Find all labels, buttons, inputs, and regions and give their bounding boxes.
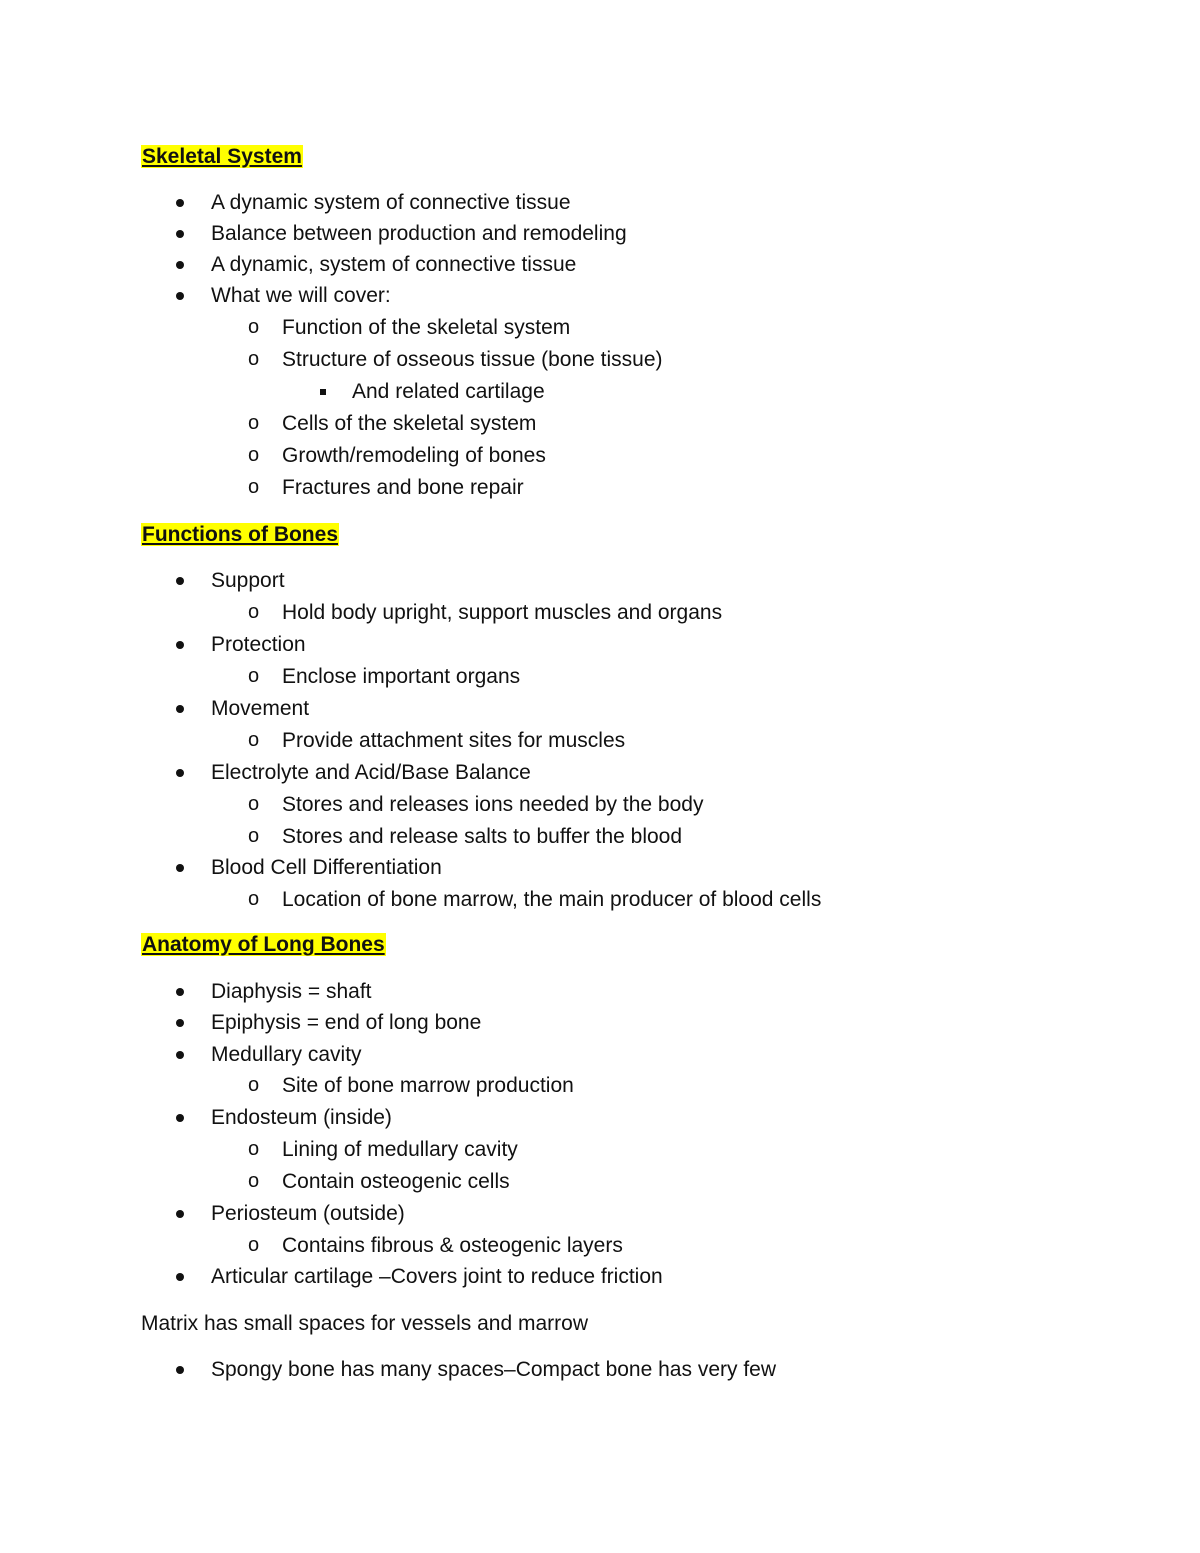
list-item: A dynamic system of connective tissue [211,191,571,214]
section-heading [141,520,339,550]
section-heading-text: Skeletal System [142,145,302,168]
bullet-circle-icon: o [248,316,260,338]
list-item: Protection [211,633,306,656]
list-item: Medullary cavity [211,1043,362,1066]
bullet-circle-icon: o [248,825,260,847]
list-item: Function of the skeletal system [282,316,571,339]
bullet-circle-icon: o [248,665,260,687]
list-item: Growth/remodeling of bones [282,444,546,467]
list-item: What we will cover: [211,284,391,307]
list-item: Hold body upright, support muscles and organs [282,601,723,624]
list-item: Stores and releases ions needed by the body [282,793,704,816]
list-item: Endosteum (inside) [211,1106,392,1129]
list-item: Contain osteogenic cells [282,1170,510,1193]
list-item: Spongy bone has many spaces–Compact bone has very few [211,1358,777,1381]
bullet-disc-icon [176,1210,184,1218]
list-item: Lining of medullary cavity [282,1138,518,1161]
list-item: Electrolyte and Acid/Base Balance [211,761,531,784]
bullet-disc-icon [176,292,184,300]
section-heading-text: Functions of Bones [142,523,338,546]
list-item: Cells of the skeletal system [282,412,537,435]
bullet-disc-icon [176,199,184,207]
paragraph-text: Matrix has small spaces for vessels and marrow [141,1312,588,1335]
list-item: Support [211,569,285,592]
bullet-circle-icon: o [248,476,260,498]
bullet-circle-icon: o [248,348,260,370]
bullet-circle-icon: o [248,444,260,466]
bullet-disc-icon [176,1366,184,1374]
bullet-disc-icon [176,1051,184,1059]
bullet-disc-icon [176,769,184,777]
list-item: Articular cartilage –Covers joint to reduce friction [211,1265,663,1288]
bullet-square-icon [320,389,326,395]
bullet-disc-icon [176,1019,184,1027]
section-heading-text: Anatomy of Long Bones [142,933,385,956]
bullet-circle-icon: o [248,601,260,623]
section-heading [141,930,386,960]
list-item: Movement [211,697,310,720]
list-item: Contains fibrous & osteogenic layers [282,1234,623,1257]
bullet-disc-icon [176,577,184,585]
bullet-circle-icon: o [248,1074,260,1096]
list-item: Diaphysis = shaft [211,980,372,1003]
bullet-disc-icon [176,641,184,649]
list-item: A dynamic, system of connective tissue [211,253,577,276]
bullet-disc-icon [176,261,184,269]
list-item: Blood Cell Differentiation [211,856,442,879]
section-heading [141,142,303,172]
list-item: Location of bone marrow, the main producer of blood cells [282,888,822,911]
bullet-circle-icon: o [248,793,260,815]
bullet-disc-icon [176,705,184,713]
bullet-disc-icon [176,864,184,872]
bullet-disc-icon [176,1273,184,1281]
list-item: Periosteum (outside) [211,1202,405,1225]
list-item: Enclose important organs [282,665,521,688]
bullet-circle-icon: o [248,1138,260,1160]
list-item: And related cartilage [352,380,545,403]
list-item: Stores and release salts to buffer the blood [282,825,683,848]
list-item: Site of bone marrow production [282,1074,574,1097]
bullet-disc-icon [176,230,184,238]
list-item: Fractures and bone repair [282,476,524,499]
list-item: Provide attachment sites for muscles [282,729,626,752]
bullet-disc-icon [176,988,184,996]
bullet-circle-icon: o [248,412,260,434]
bullet-circle-icon: o [248,1170,260,1192]
bullet-circle-icon: o [248,888,260,910]
list-item: Balance between production and remodeling [211,222,627,245]
list-item: Epiphysis = end of long bone [211,1011,482,1034]
list-item: Structure of osseous tissue (bone tissue) [282,348,663,371]
bullet-disc-icon [176,1114,184,1122]
bullet-circle-icon: o [248,729,260,751]
bullet-circle-icon: o [248,1234,260,1256]
